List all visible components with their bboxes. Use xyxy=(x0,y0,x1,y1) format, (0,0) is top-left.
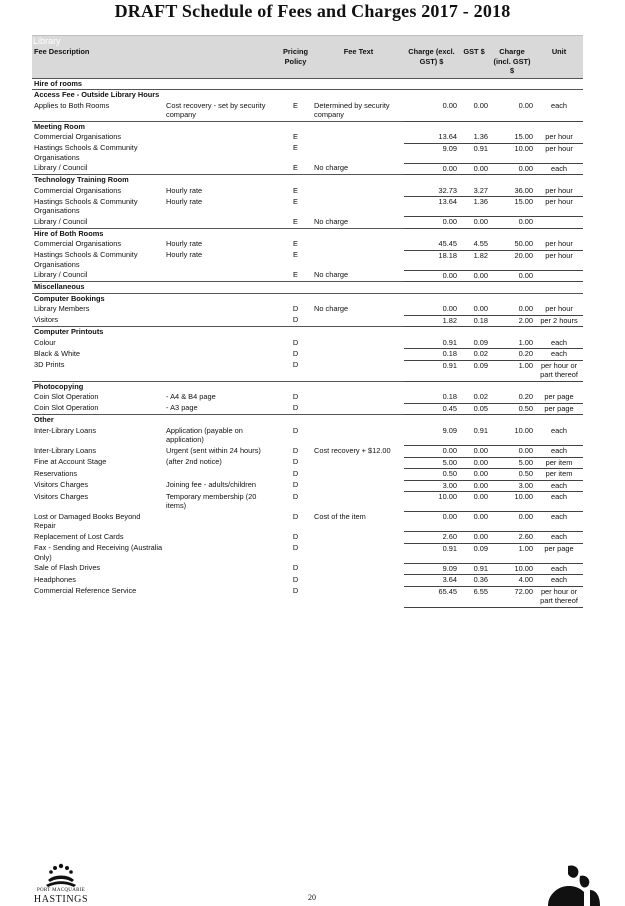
table-row xyxy=(32,446,583,458)
subcategory-row xyxy=(32,415,583,426)
policy-text-cell: (after 2nd notice) xyxy=(166,457,222,466)
policy-text-cell: Hourly rate xyxy=(166,239,203,248)
table-row xyxy=(32,349,583,361)
policy-text-cell: - A3 page xyxy=(166,403,198,412)
pricing-policy-cell: D xyxy=(292,531,299,541)
policy-text-cell: Hourly rate xyxy=(166,196,203,206)
gst-cell: 1.36 xyxy=(458,197,489,217)
pricing-policy-cell: D xyxy=(292,315,299,324)
table-header-row xyxy=(32,46,583,78)
charge-incl-cell: 0.00 xyxy=(489,512,534,532)
gst-cell: 0.00 xyxy=(458,217,489,229)
policy-text-cell: Hourly rate xyxy=(166,185,203,195)
fee-text-cell xyxy=(312,563,404,575)
fee-description-cell: Inter-Library Loans xyxy=(34,445,97,455)
charge-incl-cell: 0.00 xyxy=(489,163,534,175)
charge-incl-cell: 10.00 xyxy=(489,563,534,575)
pricing-policy-cell: D xyxy=(292,480,299,489)
charge-excl-cell: 0.18 xyxy=(404,392,458,403)
charge-excl-cell: 1.82 xyxy=(404,315,458,327)
fee-text-cell xyxy=(312,426,404,446)
charge-incl-cell: 10.00 xyxy=(489,492,534,512)
fee-text-cell xyxy=(312,132,404,143)
unit-cell: per hour xyxy=(534,197,583,217)
charge-incl-cell: 0.20 xyxy=(489,392,534,403)
table-row xyxy=(32,360,583,381)
charge-incl-cell: 3.00 xyxy=(489,480,534,492)
charge-excl-cell: 0.00 xyxy=(404,270,458,282)
fee-description-cell: Library Members xyxy=(34,304,90,313)
fees-table xyxy=(32,46,583,608)
policy-text-cell xyxy=(164,512,278,532)
charge-excl-cell: 0.00 xyxy=(404,304,458,315)
fee-description-cell: Hastings Schools & Community Organisations xyxy=(34,143,138,162)
fee-description-cell: Commercial Organisations xyxy=(34,132,122,141)
header-fee-description: Fee Description xyxy=(32,46,278,78)
pricing-policy-cell: D xyxy=(292,543,299,552)
charge-excl-cell: 45.45 xyxy=(404,239,458,250)
table-row xyxy=(32,469,583,481)
charge-incl-cell: 15.00 xyxy=(489,132,534,143)
policy-text-cell xyxy=(164,304,278,315)
fee-text-cell: No charge xyxy=(314,163,349,172)
unit-cell: each xyxy=(534,512,583,532)
charge-incl-cell: 20.00 xyxy=(489,250,534,270)
charge-excl-cell: 18.18 xyxy=(404,250,458,270)
fee-text-cell xyxy=(312,250,404,270)
policy-text-cell xyxy=(164,163,278,175)
gst-cell: 0.00 xyxy=(458,163,489,175)
policy-text-cell xyxy=(164,469,278,481)
logo-text-line2: HASTINGS xyxy=(33,894,89,905)
charge-incl-cell: 15.00 xyxy=(489,197,534,217)
pricing-policy-cell: D xyxy=(292,445,299,455)
fee-text-cell xyxy=(312,469,404,481)
fee-description-cell: Library / Council xyxy=(34,270,88,279)
table-row xyxy=(32,304,583,315)
table-row xyxy=(32,197,583,217)
charge-incl-cell: 0.00 xyxy=(489,270,534,282)
unit-cell: per page xyxy=(534,403,583,415)
unit-cell: per 2 hours xyxy=(534,315,583,327)
policy-text-cell: Urgent (sent within 24 hours) xyxy=(166,445,261,455)
charge-incl-cell: 0.00 xyxy=(489,101,534,122)
subcategory-label: Photocopying xyxy=(32,381,583,392)
table-row xyxy=(32,101,583,122)
table-row xyxy=(32,186,583,197)
gst-cell: 0.02 xyxy=(458,349,489,361)
table-row xyxy=(32,315,583,327)
policy-text-cell xyxy=(164,586,278,607)
gst-cell: 1.82 xyxy=(458,250,489,270)
table-row xyxy=(32,403,583,415)
charge-excl-cell: 0.18 xyxy=(404,349,458,361)
charge-incl-cell: 0.00 xyxy=(489,304,534,315)
gst-cell: 0.00 xyxy=(458,446,489,458)
table-row xyxy=(32,586,583,607)
header-charge-incl: Charge (incl. GST) $ xyxy=(489,46,534,78)
unit-cell: per hour xyxy=(534,132,583,143)
pricing-policy-cell: D xyxy=(292,511,299,521)
unit-cell: per hour xyxy=(534,186,583,197)
policy-text-cell xyxy=(164,143,278,163)
header-unit: Unit xyxy=(534,46,583,78)
charge-incl-cell: 0.00 xyxy=(489,217,534,229)
table-row xyxy=(32,532,583,544)
policy-text-cell: Temporary membership (20 items) xyxy=(166,491,257,510)
fee-text-cell: Determined by security company xyxy=(314,100,390,119)
charge-excl-cell: 65.45 xyxy=(404,586,458,607)
fee-text-cell xyxy=(312,349,404,361)
charge-excl-cell: 0.45 xyxy=(404,403,458,415)
subcategory-label: Technology Training Room xyxy=(32,175,583,186)
unit-cell: per hour xyxy=(534,250,583,270)
fee-description-cell: Visitors Charges xyxy=(34,491,89,501)
page-number: 20 xyxy=(308,893,316,902)
fee-description-cell: Commercial Organisations xyxy=(34,239,122,248)
unit-cell: per page xyxy=(534,392,583,403)
pricing-policy-cell: D xyxy=(292,337,299,347)
fee-text-cell xyxy=(312,392,404,403)
unit-cell: per hour or part thereof xyxy=(534,586,583,607)
policy-text-cell: - A4 & B4 page xyxy=(166,392,216,401)
subcategory-row xyxy=(32,175,583,186)
pricing-policy-cell: E xyxy=(293,185,298,195)
table-row xyxy=(32,270,583,282)
charge-excl-cell: 0.00 xyxy=(404,101,458,122)
charge-incl-cell: 1.00 xyxy=(489,543,534,563)
table-row xyxy=(32,575,583,587)
charge-incl-cell: 2.00 xyxy=(489,315,534,327)
policy-text-cell xyxy=(164,315,278,327)
policy-text-cell xyxy=(164,360,278,381)
pricing-policy-cell: D xyxy=(292,586,299,595)
table-row xyxy=(32,563,583,575)
pricing-policy-cell: E xyxy=(293,250,298,259)
unit-cell: per page xyxy=(534,543,583,563)
fee-text-cell xyxy=(312,186,404,197)
charge-incl-cell: 4.00 xyxy=(489,575,534,587)
charge-incl-cell: 10.00 xyxy=(489,143,534,163)
table-row xyxy=(32,239,583,250)
table-row xyxy=(32,543,583,563)
category-row xyxy=(32,282,583,294)
charge-excl-cell: 3.00 xyxy=(404,480,458,492)
subcategory-label: Computer Printouts xyxy=(32,327,583,338)
policy-text-cell xyxy=(164,532,278,544)
charge-incl-cell: 2.60 xyxy=(489,532,534,544)
gst-cell: 0.05 xyxy=(458,403,489,415)
charge-incl-cell: 50.00 xyxy=(489,239,534,250)
pricing-policy-cell: D xyxy=(292,348,299,358)
fee-text-cell xyxy=(312,492,404,512)
fee-description-cell: Fax - Sending and Receiving (Australia Only) xyxy=(34,543,163,562)
pricing-policy-cell: E xyxy=(293,239,298,248)
gst-cell: 3.27 xyxy=(458,186,489,197)
subcategory-label: Computer Bookings xyxy=(32,293,583,304)
table-row xyxy=(32,480,583,492)
charge-incl-cell: 1.00 xyxy=(489,360,534,381)
policy-text-cell xyxy=(164,563,278,575)
pricing-policy-cell: E xyxy=(293,196,298,206)
category-row xyxy=(32,78,583,90)
gst-cell: 0.91 xyxy=(458,563,489,575)
unit-cell: per hour xyxy=(534,239,583,250)
fee-text-cell xyxy=(312,143,404,163)
subcategory-row xyxy=(32,121,583,132)
charge-excl-cell: 32.73 xyxy=(404,186,458,197)
charge-excl-cell: 0.91 xyxy=(404,543,458,563)
table-row xyxy=(32,492,583,512)
unit-cell: per item xyxy=(534,457,583,469)
fee-text-cell: Cost of the item xyxy=(314,511,366,521)
policy-text-cell xyxy=(164,543,278,563)
subcategory-label: Hire of Both Rooms xyxy=(32,228,583,239)
unit-cell xyxy=(534,270,583,282)
subcategory-label: Other xyxy=(32,415,583,426)
charge-incl-cell: 1.00 xyxy=(489,338,534,349)
charge-incl-cell: 0.00 xyxy=(489,446,534,458)
gst-cell: 0.00 xyxy=(458,304,489,315)
category-label: Hire of rooms xyxy=(32,78,583,90)
fee-text-cell xyxy=(312,543,404,563)
gst-cell: 0.00 xyxy=(458,512,489,532)
charge-excl-cell: 9.09 xyxy=(404,563,458,575)
gst-cell: 0.09 xyxy=(458,360,489,381)
policy-text-cell: Hourly rate xyxy=(166,250,203,259)
fee-text-cell xyxy=(312,239,404,250)
unit-cell: each xyxy=(534,101,583,122)
unit-cell: per hour xyxy=(534,143,583,163)
charge-incl-cell: 72.00 xyxy=(489,586,534,607)
table-row xyxy=(32,426,583,446)
charge-excl-cell: 0.00 xyxy=(404,446,458,458)
fee-text-cell xyxy=(312,315,404,327)
fee-description-cell: Reservations xyxy=(34,468,78,478)
unit-cell: each xyxy=(534,563,583,575)
fee-text-cell xyxy=(312,480,404,492)
fee-description-cell: Coin Slot Operation xyxy=(34,392,99,401)
fee-description-cell: Lost or Damaged Books Beyond Repair xyxy=(34,511,141,530)
charge-excl-cell: 0.91 xyxy=(404,338,458,349)
fee-description-cell: Commercial Reference Service xyxy=(34,586,137,595)
charge-incl-cell: 5.00 xyxy=(489,457,534,469)
charge-incl-cell: 0.50 xyxy=(489,469,534,481)
table-row xyxy=(32,143,583,163)
gst-cell: 1.36 xyxy=(458,132,489,143)
fee-description-cell: Replacement of Lost Cards xyxy=(34,531,124,541)
table-row xyxy=(32,132,583,143)
document-title: DRAFT Schedule of Fees and Charges 2017 - 2018 xyxy=(114,1,511,21)
charge-excl-cell: 0.00 xyxy=(404,217,458,229)
fee-text-cell xyxy=(312,586,404,607)
policy-text-cell xyxy=(164,270,278,282)
fee-description-cell: Sale of Flash Drives xyxy=(34,563,101,572)
subcategory-label: Meeting Room xyxy=(32,121,583,132)
policy-text-cell xyxy=(164,575,278,587)
unit-cell: each xyxy=(534,349,583,361)
charge-excl-cell: 0.00 xyxy=(404,163,458,175)
corner-decorative-graphic xyxy=(540,862,600,906)
gst-cell: 0.91 xyxy=(458,426,489,446)
policy-text-cell xyxy=(164,338,278,349)
charge-incl-cell: 0.20 xyxy=(489,349,534,361)
gst-cell: 0.02 xyxy=(458,392,489,403)
charge-excl-cell: 3.64 xyxy=(404,575,458,587)
table-row xyxy=(32,392,583,403)
fee-text-cell xyxy=(312,575,404,587)
fee-text-cell xyxy=(312,403,404,415)
gst-cell: 0.00 xyxy=(458,101,489,122)
pricing-policy-cell: D xyxy=(292,392,299,401)
subcategory-row xyxy=(32,327,583,338)
table-row xyxy=(32,338,583,349)
unit-cell: each xyxy=(534,480,583,492)
pricing-policy-cell: D xyxy=(292,304,299,313)
fee-description-cell: Visitors Charges xyxy=(34,480,89,489)
gst-cell: 0.00 xyxy=(458,480,489,492)
header-gst: GST $ xyxy=(458,46,489,78)
unit-cell: each xyxy=(534,446,583,458)
pricing-policy-cell: D xyxy=(292,491,299,501)
gst-cell: 0.36 xyxy=(458,575,489,587)
charge-excl-cell: 0.91 xyxy=(404,360,458,381)
section-label: Library xyxy=(32,35,583,47)
charge-incl-cell: 0.50 xyxy=(489,403,534,415)
charge-excl-cell: 13.64 xyxy=(404,132,458,143)
gst-cell: 0.18 xyxy=(458,315,489,327)
header-fee-text: Fee Text xyxy=(312,46,404,78)
charge-incl-cell: 36.00 xyxy=(489,186,534,197)
unit-cell xyxy=(534,217,583,229)
fee-description-cell: Colour xyxy=(34,337,56,347)
logo-text-line1: PORT MACQUARIE xyxy=(36,888,86,893)
fee-description-cell: 3D Prints xyxy=(34,360,65,369)
fee-text-cell xyxy=(312,338,404,349)
pricing-policy-cell: D xyxy=(292,403,299,412)
gst-cell: 0.91 xyxy=(458,143,489,163)
subcategory-label: Access Fee - Outside Library Hours xyxy=(32,90,583,101)
fee-text-cell xyxy=(312,457,404,469)
gst-cell: 6.55 xyxy=(458,586,489,607)
subcategory-row xyxy=(32,228,583,239)
unit-cell: each xyxy=(534,163,583,175)
fee-text-cell: Cost recovery + $12.00 xyxy=(314,445,391,455)
unit-cell: each xyxy=(534,426,583,446)
fee-text-cell: No charge xyxy=(314,216,349,226)
gst-cell: 0.00 xyxy=(458,469,489,481)
header-pricing-policy: Pricing Policy xyxy=(278,46,312,78)
pricing-policy-cell: E xyxy=(293,163,298,172)
fee-description-cell: Inter-Library Loans xyxy=(34,425,97,435)
fee-description-cell: Coin Slot Operation xyxy=(34,403,99,412)
unit-cell: per item xyxy=(534,469,583,481)
policy-text-cell: Application (payable on application) xyxy=(166,425,243,444)
gst-cell: 0.09 xyxy=(458,338,489,349)
gst-cell: 0.09 xyxy=(458,543,489,563)
pricing-policy-cell: D xyxy=(292,468,299,478)
unit-cell: each xyxy=(534,338,583,349)
pricing-policy-cell: D xyxy=(292,425,299,435)
pricing-policy-cell: E xyxy=(293,132,298,141)
charge-incl-cell: 10.00 xyxy=(489,426,534,446)
unit-cell: per hour or part thereof xyxy=(534,360,583,381)
fee-description-cell: Commercial Organisations xyxy=(34,185,122,195)
charge-excl-cell: 10.00 xyxy=(404,492,458,512)
fee-text-cell xyxy=(312,197,404,217)
category-label: Miscellaneous xyxy=(32,282,583,294)
subcategory-row xyxy=(32,90,583,101)
pricing-policy-cell: E xyxy=(293,216,298,226)
subcategory-row xyxy=(32,381,583,392)
header-charge-excl: Charge (excl. GST) $ xyxy=(404,46,458,78)
fee-description-cell: Headphones xyxy=(34,574,76,584)
pricing-policy-cell: D xyxy=(292,563,299,572)
gst-cell: 0.00 xyxy=(458,457,489,469)
unit-cell: each xyxy=(534,532,583,544)
fee-description-cell: Black & White xyxy=(34,348,81,358)
fee-text-cell xyxy=(312,532,404,544)
pricing-policy-cell: D xyxy=(292,574,299,584)
gst-cell: 0.00 xyxy=(458,492,489,512)
fee-text-cell: No charge xyxy=(314,304,349,313)
policy-text-cell: Joining fee - adults/children xyxy=(166,480,256,489)
charge-excl-cell: 13.64 xyxy=(404,197,458,217)
charge-excl-cell: 5.00 xyxy=(404,457,458,469)
pricing-policy-cell: E xyxy=(293,143,298,152)
fee-description-cell: Applies to Both Rooms xyxy=(34,100,110,110)
table-row xyxy=(32,512,583,532)
unit-cell: each xyxy=(534,575,583,587)
gst-cell: 0.00 xyxy=(458,532,489,544)
pricing-policy-cell: D xyxy=(292,360,299,369)
pricing-policy-cell: E xyxy=(293,100,298,110)
policy-text-cell xyxy=(164,349,278,361)
subcategory-row xyxy=(32,293,583,304)
fees-table-body xyxy=(32,78,583,607)
charge-excl-cell: 0.00 xyxy=(404,512,458,532)
charge-excl-cell: 2.60 xyxy=(404,532,458,544)
fee-description-cell: Library / Council xyxy=(34,163,88,172)
fee-text-cell xyxy=(312,360,404,381)
unit-cell: each xyxy=(534,492,583,512)
fee-description-cell: Visitors xyxy=(34,315,59,324)
table-row xyxy=(32,250,583,270)
table-row xyxy=(32,163,583,175)
charge-excl-cell: 0.50 xyxy=(404,469,458,481)
gst-cell: 4.55 xyxy=(458,239,489,250)
pricing-policy-cell: E xyxy=(293,270,298,279)
gst-cell: 0.00 xyxy=(458,270,489,282)
table-row xyxy=(32,217,583,229)
pricing-policy-cell: D xyxy=(292,457,299,466)
policy-text-cell: Cost recovery - set by security company xyxy=(166,100,266,119)
charge-excl-cell: 9.09 xyxy=(404,143,458,163)
fee-description-cell: Fine at Account Stage xyxy=(34,457,107,466)
fee-description-cell: Library / Council xyxy=(34,216,88,226)
policy-text-cell xyxy=(164,132,278,143)
fee-description-cell: Hastings Schools & Community Organisations xyxy=(34,250,138,269)
policy-text-cell xyxy=(164,217,278,229)
fee-description-cell: Hastings Schools & Community Organisations xyxy=(34,196,138,215)
charge-excl-cell: 9.09 xyxy=(404,426,458,446)
unit-cell: per hour xyxy=(534,304,583,315)
fee-text-cell: No charge xyxy=(314,270,349,279)
table-row xyxy=(32,457,583,469)
